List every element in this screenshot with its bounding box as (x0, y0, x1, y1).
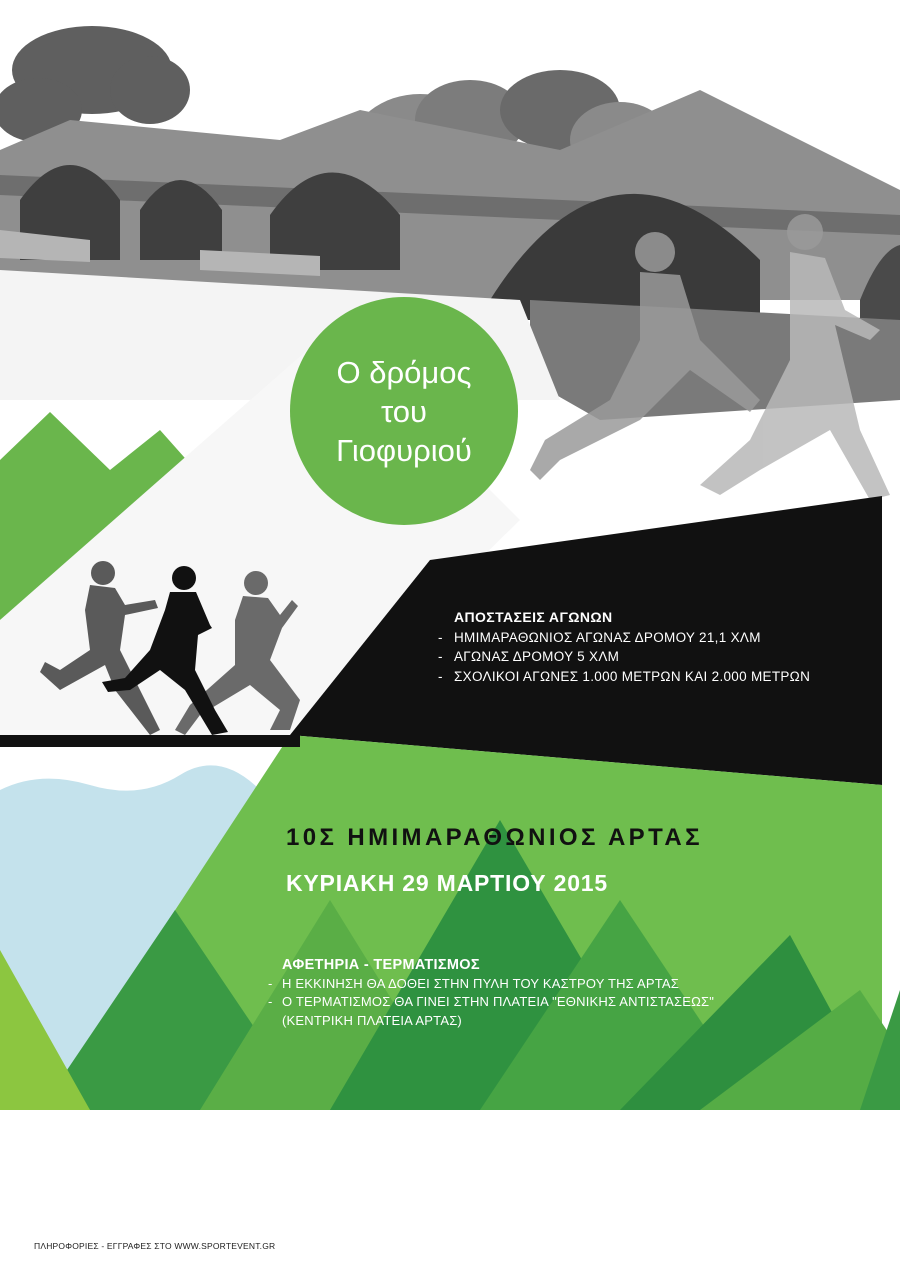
distances-heading: ΑΠΟΣΤΑΣΕΙΣ ΑΓΩΝΩΝ (454, 609, 613, 625)
distance-item-text: ΣΧΟΛΙΚΟΙ ΑΓΩΝΕΣ 1.000 ΜΕΤΡΩΝ ΚΑΙ 2.000 ΜΕΤΡΩΝ (454, 668, 811, 684)
start-finish-section (266, 956, 714, 1030)
badge-line-3: Γιοφυριού (336, 432, 472, 468)
event-title: 10Σ ΗΜΙΜΑΡΑΘΩΝΙΟΣ ΑΡΤΑΣ (286, 824, 703, 851)
distance-item: - ΑΓΩΝΑΣ ΔΡΟΜΟΥ 5 ΧΛΜ (438, 649, 620, 664)
start-finish-continuation: (ΚΕΝΤΡΙΚΗ ΠΛΑΤΕΙΑ ΑΡΤΑΣ) (282, 1012, 462, 1028)
distance-item-text: ΗΜΙΜΑΡΑΘΩΝΙΟΣ ΑΓΩΝΑΣ ΔΡΟΜΟΥ 21,1 ΧΛΜ (454, 629, 761, 645)
distance-item: - ΗΜΙΜΑΡΑΘΩΝΙΟΣ ΑΓΩΝΑΣ ΔΡΟΜΟΥ 21,1 ΧΛΜ (438, 629, 761, 645)
start-finish-item-text: Ο ΤΕΡΜΑΤΙΣΜΟΣ ΘΑ ΓΙΝΕΙ ΣΤΗΝ ΠΛΑΤΕΙΑ "ΕΘΝΙΚΗΣ ΑΝΤΙΣΤΑΣΕΩΣ" (282, 994, 715, 1009)
start-finish-item-text: Η ΕΚΚΙΝΗΣΗ ΘΑ ΔΟΘΕΙ ΣΤΗΝ ΠΥΛΗ ΤΟΥ ΚΑΣΤΡΟΥ ΤΗΣ ΑΡΤΑΣ (282, 975, 680, 991)
ground-line (0, 735, 300, 747)
distance-item: - ΣΧΟΛΙΚΟΙ ΑΓΩΝΕΣ 1.000 ΜΕΤΡΩΝ ΚΑΙ 2.000 ΜΕΤΡΩΝ (438, 668, 811, 684)
footer-info: ΠΛΗΡΟΦΟΡΙΕΣ - ΕΓΓΡΑΦΕΣ ΣΤΟ WWW.SPORTEVENT.GR (34, 1241, 276, 1251)
badge-line-2: του (380, 393, 427, 429)
event-date: ΚΥΡΙΑΚΗ 29 ΜΑΡΤΙΟΥ 2015 (286, 870, 608, 896)
distance-item-text: ΑΓΩΝΑΣ ΔΡΟΜΟΥ 5 ΧΛΜ (454, 649, 620, 664)
start-finish-item: - Η ΕΚΚΙΝΗΣΗ ΘΑ ΔΟΘΕΙ ΣΤΗΝ ΠΥΛΗ ΤΟΥ ΚΑΣΤΡΟΥ ΤΗΣ ΑΡΤΑΣ (268, 975, 680, 991)
distances-section (434, 608, 810, 686)
start-finish-item: - Ο ΤΕΡΜΑΤΙΣΜΟΣ ΘΑ ΓΙΝΕΙ ΣΤΗΝ ΠΛΑΤΕΙΑ "ΕΘΝΙΚΗΣ ΑΝΤΙΣΤΑΣΕΩΣ" (268, 994, 715, 1009)
badge-line-1: Ο δρόμος (336, 354, 472, 390)
title-badge (290, 297, 518, 525)
start-finish-heading: ΑΦΕΤΗΡΙΑ - ΤΕΡΜΑΤΙΣΜΟΣ (282, 957, 480, 973)
